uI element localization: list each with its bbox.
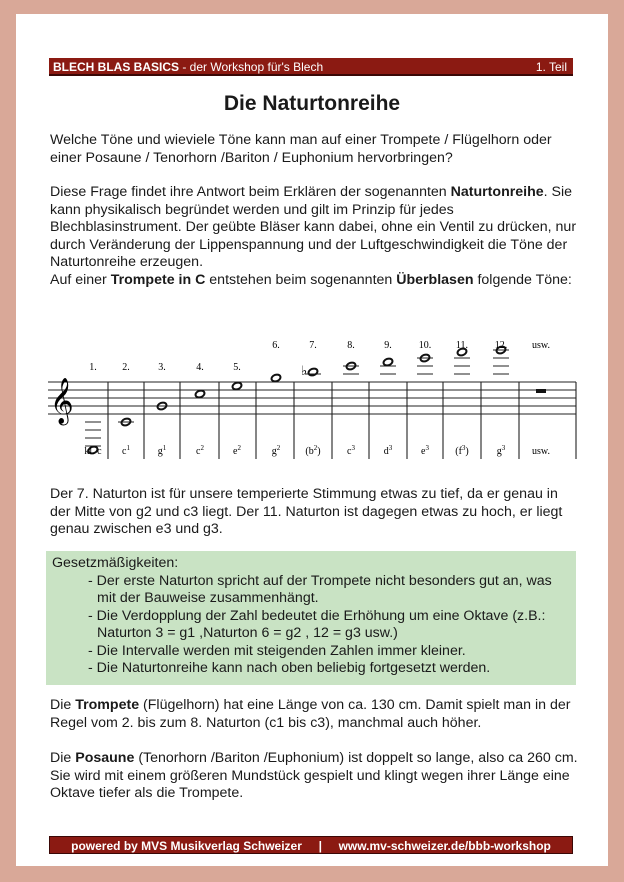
harmonic-number: usw. <box>532 340 550 351</box>
harmonic-number: 9. <box>384 340 392 351</box>
harmonic-number: 10. <box>418 340 432 351</box>
harmonic-number: 5. <box>233 362 241 373</box>
p3-text-e: folgende Töne: <box>473 271 572 288</box>
harmonic-number: 3. <box>158 362 166 373</box>
harmonic-number: 1. <box>89 362 97 373</box>
treble-clef-icon: 𝄞 <box>50 378 74 423</box>
harmonic-series-staff <box>16 314 608 474</box>
pitch-name: $(b^2)$ <box>305 444 321 457</box>
pitch-name: $e^2$ <box>233 444 241 457</box>
p3-text-a: Auf einer <box>50 271 111 288</box>
harmonic-number: 2. <box>122 362 130 373</box>
p6-text-c: (Tenorhorn /Bariton /Euphonium) ist doppelt so lange, also ca 260 cm. Sie wird mit einem größeren Mundstück gespielt und klingt wegen ihrer Länge eine Oktave tiefer als die Trompete. <box>50 750 578 801</box>
page-sheet <box>16 14 608 866</box>
p6-trombone: Posaune <box>75 750 135 766</box>
p5-trumpet: Trompete <box>75 697 140 713</box>
pitch-name: $g^3$ <box>496 444 506 457</box>
p5-text-a: Die <box>50 697 76 713</box>
rules-heading: Gesetzmäßigkeiten: <box>52 555 179 571</box>
pitch-name: $c^1$ <box>122 444 130 457</box>
harmonic-number: 4. <box>196 362 204 373</box>
header-part: 1. Teil <box>535 60 567 74</box>
header-bar <box>49 58 573 76</box>
explanation-paragraph <box>50 184 580 289</box>
p3-instrument: Trompete in C <box>110 271 206 288</box>
header-subtitle: - der Workshop für's Blech <box>179 60 324 74</box>
rules-box <box>46 551 576 685</box>
trumpet-paragraph <box>50 697 580 732</box>
pitch-name: usw. <box>532 446 550 457</box>
trombone-paragraph <box>50 750 580 803</box>
rule-item: - Die Naturtonreihe kann nach oben beliebig fortgesetzt werden. <box>88 660 491 676</box>
pitch-name: $g^1$ <box>157 444 167 457</box>
p2-text-c: . Sie kann physikalisch begründet werden und gilt im Prinzip für jedes Blechblasinstrument. Der geübte Bläser kann dabei, ohne ein Ventil zu drücken, nur durch Veränderung der Lippenspannung und der Luftgeschwindigkeit die Töne der Naturtonreihe erzeugen. <box>50 184 577 270</box>
footer-publisher: powered by MVS Musikverlag Schweizer <box>71 839 302 853</box>
pitch-name: kl. c <box>84 446 102 457</box>
p2-text-a: Diese Frage findet ihre Antwort beim Erklären der sogenannten <box>50 184 451 200</box>
rule-item: - Die Verdopplung der Zahl bedeutet die Erhöhung um eine Oktave (z.B.: Naturton 3 = g1 ,Naturton 6 = g2 , 12 = g3 usw.) <box>88 607 546 641</box>
p6-text-a: Die <box>50 750 76 766</box>
flat-sign-icon: ♭ <box>301 363 308 378</box>
p5-text-c: (Flügelhorn) hat eine Länge von ca. 130 cm. Damit spielt man in der Regel vom 2. bis zum 8. Naturton (c1 bis c3), manchmal auch höher. <box>50 697 571 731</box>
harmonic-number: 11. <box>455 340 469 351</box>
footer-link[interactable]: www.mv-schweizer.de/bbb-workshop <box>338 839 551 853</box>
harmonic-number: 8. <box>347 340 355 351</box>
page-title: Die Naturtonreihe <box>223 92 401 115</box>
harmonic-number: 12. <box>494 340 508 351</box>
header-series: BLECH BLAS BASICS <box>53 60 180 74</box>
pitch-name: $(f^3)$ <box>455 444 469 457</box>
pitch-name: $e^3$ <box>421 444 429 457</box>
whole-note-icon <box>232 381 243 390</box>
rule-item: - Die Intervalle werden mit steigenden Zahlen immer kleiner. <box>88 642 466 659</box>
footer-separator: | <box>318 839 322 853</box>
rule-item: - Der erste Naturton spricht auf der Trompete nicht besonders gut an, was mit der Bauweise zusammenhängt. <box>88 572 552 606</box>
p3-term: Überblasen <box>396 271 474 288</box>
whole-note-icon <box>383 357 394 366</box>
whole-note-icon <box>271 373 282 382</box>
intro-paragraph: Welche Töne und wieviele Töne kann man auf einer Trompete / Flügelhorn oder einer Posaune / Tenorhorn /Bariton / Euphonium hervorbringen? <box>50 132 552 166</box>
pitch-name: $g^2$ <box>271 444 281 457</box>
whole-rest-icon <box>536 389 546 393</box>
pitch-name: $c^3$ <box>347 444 355 457</box>
p2-term: Naturtonreihe <box>450 184 544 200</box>
whole-note-icon <box>195 389 206 398</box>
harmonic-number: 6. <box>272 340 280 351</box>
pitch-name: $d^3$ <box>383 444 393 457</box>
pitch-name: $c^2$ <box>196 444 204 457</box>
tuning-paragraph: Der 7. Naturton ist für unsere temperierte Stimmung etwas zu tief, da er genau in der Mitte von g2 und c3 liegt. Der 11. Naturton ist dagegen etwas zu hoch, er liegt genau zwischen e3 und g3. <box>50 486 563 537</box>
harmonic-number: 7. <box>309 340 317 351</box>
p3-text-c: entstehen beim sogenannten <box>205 271 397 288</box>
whole-note-icon <box>308 367 319 376</box>
footer-bar <box>49 836 573 854</box>
rules-list <box>52 573 570 678</box>
